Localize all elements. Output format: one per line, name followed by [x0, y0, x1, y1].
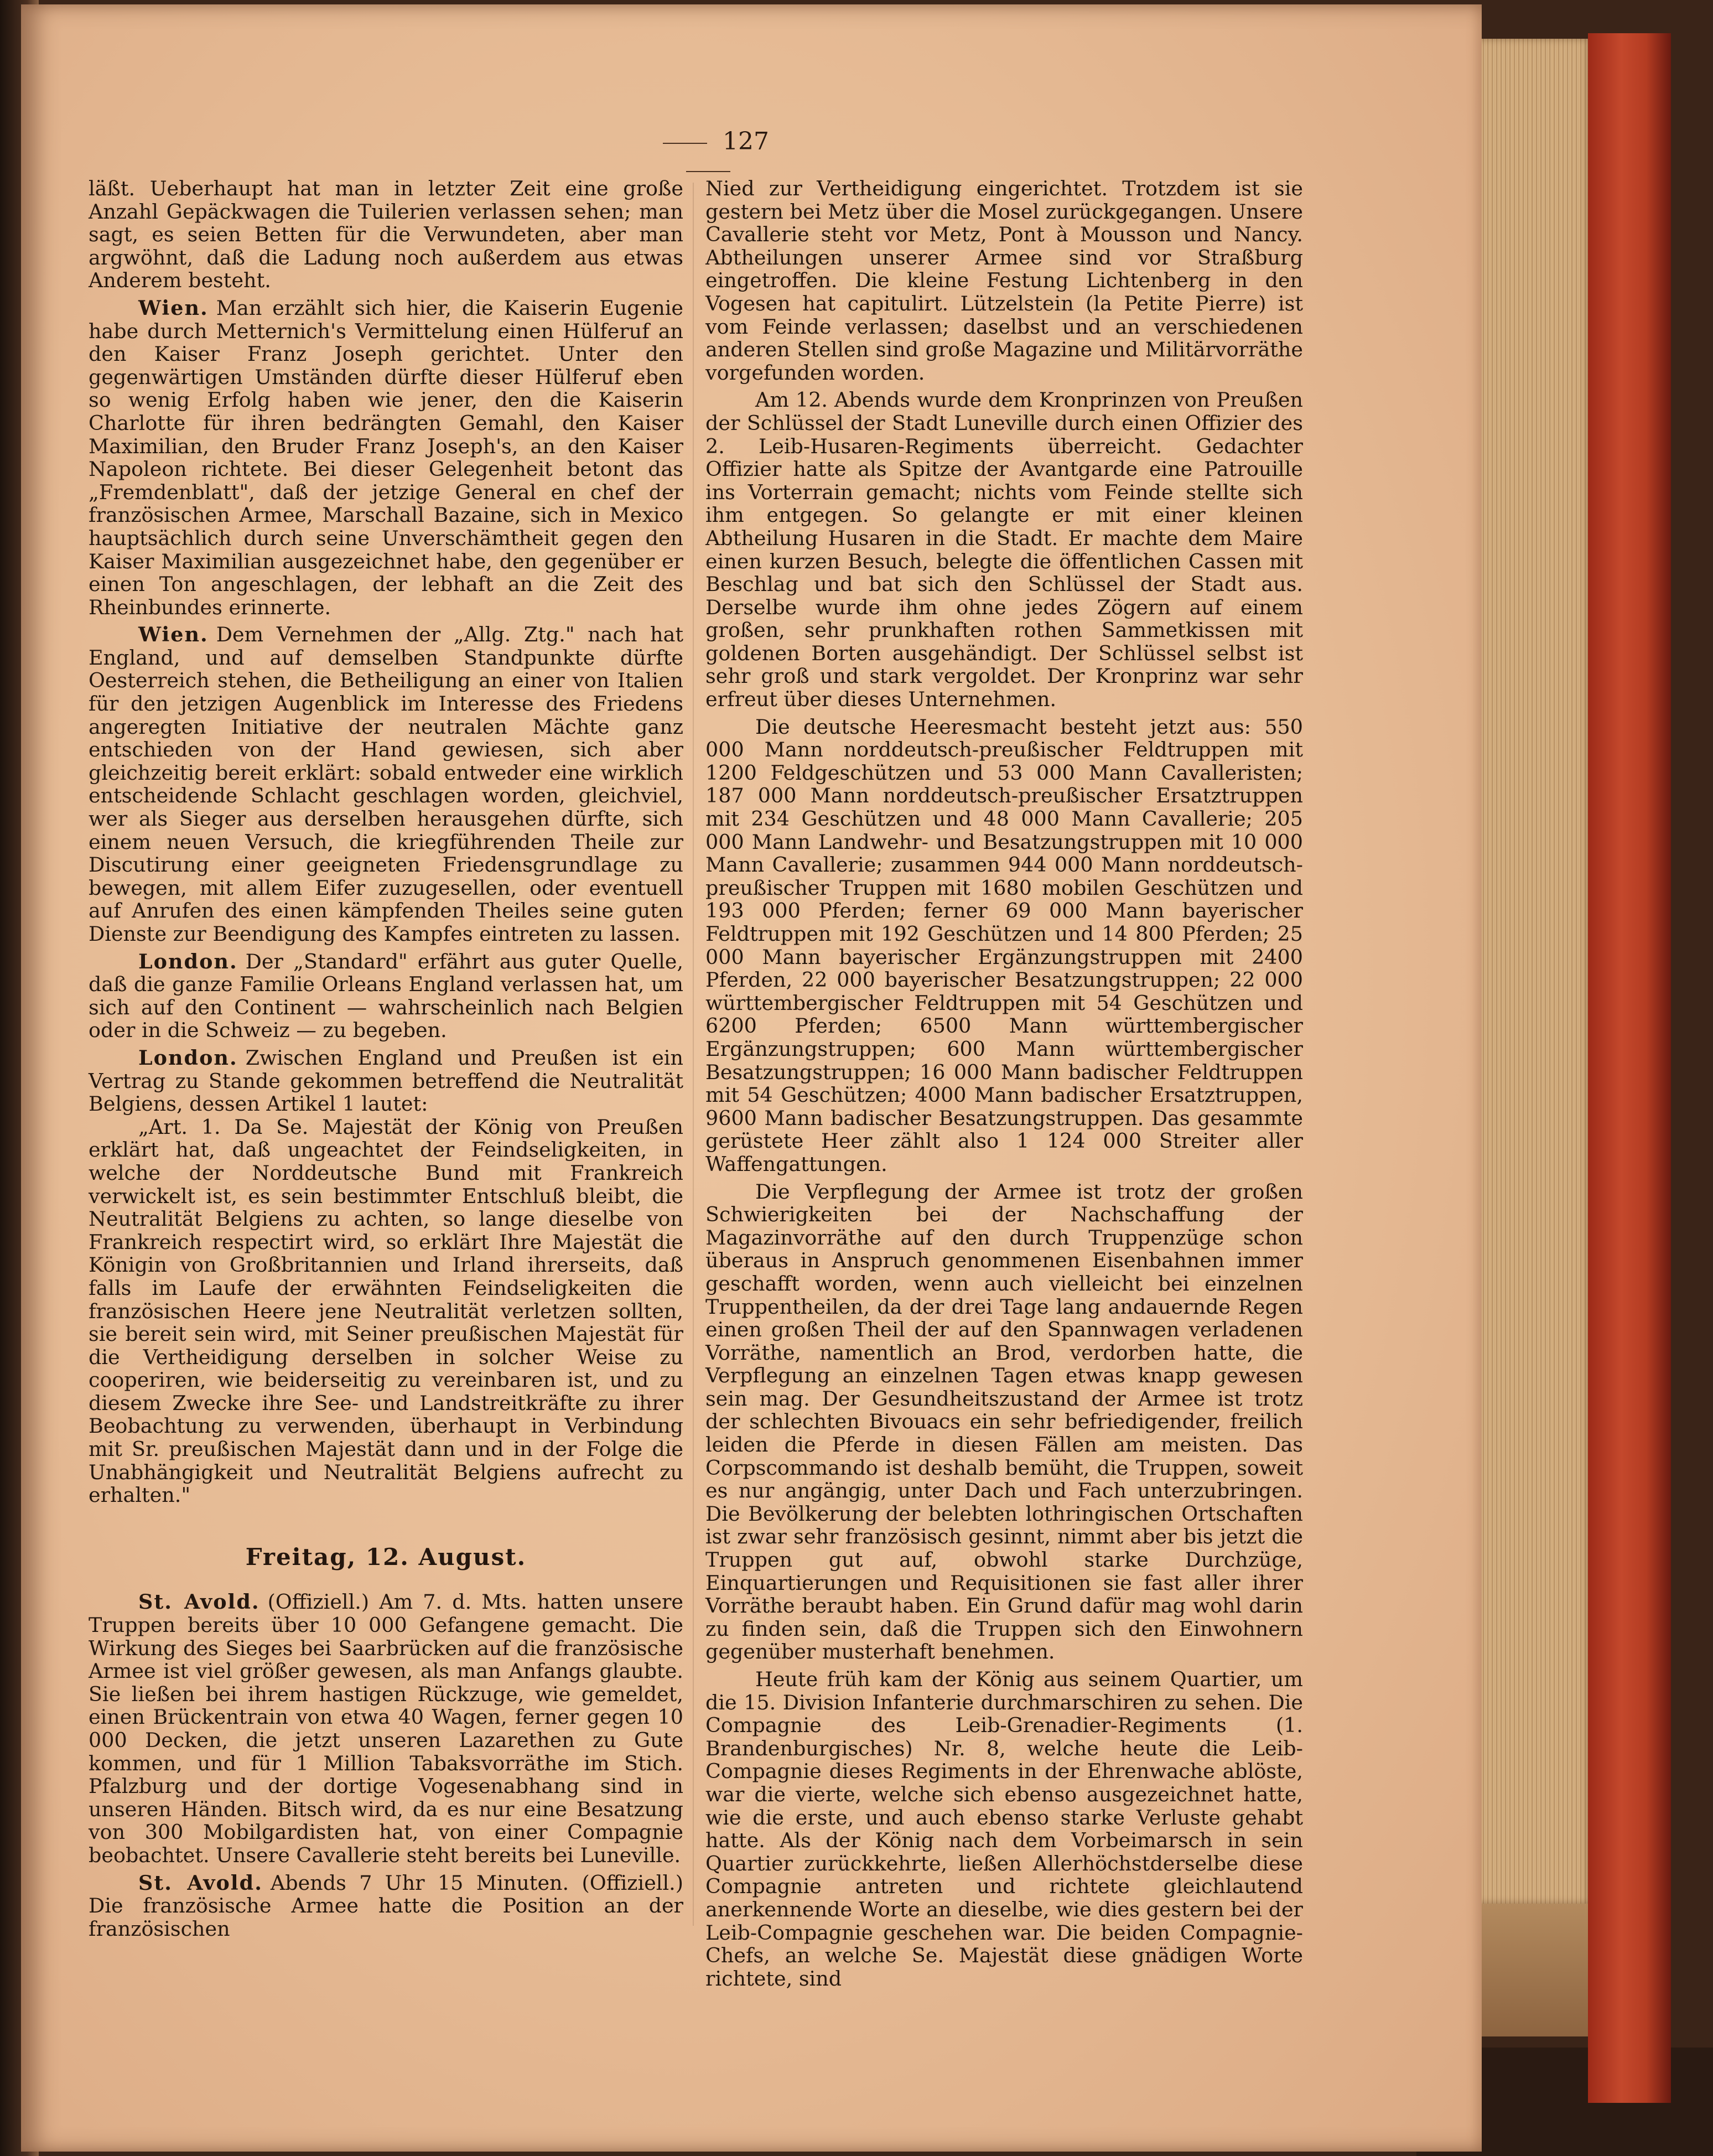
page-number-header	[625, 127, 791, 184]
page-block-edges	[1472, 39, 1588, 1904]
paragraph: Am 12. Abends wurde dem Kronprinzen von Preußen der Schlüssel der Stadt Luneville durch einen Offizier des 2. Leib-Husaren-Regiments überreicht. Gedachter Offizier hatte als Spitze der Avantgarde eine Patrouille ins Vorterrain gemacht; nichts vom Feinde stellte sich ihm entgegen. So gelangte er mit einer kleinen Abtheilung Husaren in die Stadt. Er machte dem Maire einen kurzen Besuch, belegte die öffentlichen Cassen mit Beschlag und bat sich den Schlüssel der Stadt aus. Derselbe wurde ihm ohne jedes Zögern auf einem großen, sehr prunkhaften rothen Sammetkissen mit goldenen Borten ausgehändigt. Der Schlüssel selbst ist sehr groß und stark vergoldet. Der Kronprinz war sehr erfreut über dieses Unternehmen.	[705, 388, 1303, 712]
column-divider	[693, 183, 694, 1926]
header-rule-right	[686, 171, 730, 172]
dateline-place: Wien.	[138, 296, 209, 320]
page-number: 127	[723, 127, 769, 156]
paragraph: Nied zur Vertheidigung eingerichtet. Trotzdem ist sie gestern bei Metz über die Mosel zurückgegangen. Unsere Cavallerie steht vor Metz, Pont à Mousson und Nancy. Abtheilungen unserer Armee sind vor Straßburg eingetroffen. Die kleine Festung Lichtenberg in den Vogesen hat capitulirt. Lützelstein (la Petite Pierre) ist vom Feinde verlassen; daselbst und an verschiedenen anderen Stellen sind große Magazine und Militärvorräthe vorgefunden worden.	[705, 177, 1303, 385]
paragraph: St. Avold. (Offiziell.) Am 7. d. Mts. hatten unsere Truppen bereits über 10 000 Gefangene gemacht. Die Wirkung des Sieges bei Saarbrücken auf die französische Armee ist viel größer gewesen, als man Anfangs glaubte. Sie ließen bei ihrem hastigen Rückzuge, wie gemeldet, einen Brückentrain von etwa 40 Wagen, ferner gegen 10 000 Decken, die jetzt unseren Lazarethen zu Gute kommen, und für 1 Million Tabaksvorräthe im Stich. Pfalzburg und der dortige Vogesenabhang sind in unseren Händen. Bitsch wird, da es nur eine Besatzung von 300 Mobilgardisten hat, von einer Compagnie beobachtet. Unsere Cavallerie steht bereits bei Luneville.	[89, 1590, 684, 1867]
book-cover-edge	[1588, 33, 1671, 2103]
paragraph: Wien. Man erzählt sich hier, die Kaiserin Eugenie habe durch Metternich's Vermittelung einen Hülferuf an den Kaiser Franz Joseph gerichtet. Unter den gegenwärtigen Umständen dürfte dieser Hülferuf eben so wenig Erfolg haben wie jener, den die Kaiserin Charlotte für ihren bedrängten Gemahl, den Kaiser Maximilian, den Bruder Franz Joseph's, an den Kaiser Napoleon richtete. Bei dieser Gelegenheit betont das „Fremdenblatt", daß der jetzige General en chef der französischen Armee, Marschall Bazaine, sich in Mexico hauptsächlich durch seine Unverschämtheit gegen den Kaiser Maximilian ausgezeichnet habe, den gegenüber er einen Ton angeschlagen, der lebhaft an die Zeit des Rheinbundes erinnerte.	[89, 296, 683, 619]
dateline-place: London.	[138, 1045, 238, 1070]
dateline-place: St. Avold.	[138, 1870, 263, 1895]
paragraph: Die Verpflegung der Armee ist trotz der großen Schwierigkeiten bei der Nachschaffung der Magazinvorräthe auf den durch Truppenzüge schon überaus in Anspruch genommenen Eisenbahnen immer geschafft worden, wenn auch vielleicht bei einzelnen Truppentheilen, da der drei Tage lang andauernde Regen einen großen Theil der auf den Spannwagen verladenen Vorräthe, namentlich an Brod, verdorben hatte, die Verpflegung an einzelnen Tagen etwas knapp gewesen sein mag. Der Gesundheitszustand der Armee ist trotz der schlechten Bivouacs ein sehr befriedigender, freilich leiden die Pferde in diesen Fällen am meisten. Das Corpscommando ist deshalb bemüht, die Truppen, soweit es nur angängig, unter Dach und Fach unterzubringen. Die Bevölkerung der belebten lothringischen Ortschaften ist zwar sehr französisch gesinnt, nimmt aber bis jetzt die Truppen gut auf, obwohl starke Durchzüge, Einquartierungen und Requisitionen sie fast aller ihrer Vorräthe beraubt haben. Ein Grund dafür mag wohl darin zu finden sein, daß die Truppen sich den Einwohnern gegenüber musterhaft benehmen.	[705, 1179, 1303, 1664]
date-heading: Freitag, 12. August.	[245, 1543, 527, 1571]
dateline-place: London.	[138, 949, 238, 973]
left-column	[89, 177, 683, 1940]
paragraph: St. Avold. Abends 7 Uhr 15 Minuten. (Offiziell.) Die französische Armee hatte die Position an der französischen	[89, 1870, 683, 1941]
header-rule-left	[663, 143, 707, 144]
paragraph: Wien. Dem Vernehmen der „Allg. Ztg." nach hat England, und auf demselben Standpunkte dürfte Oesterreich stehen, die Betheiligung an einer von Italien für den jetzigen Augenblick im Interesse des Friedens angeregten Initiative der neutralen Mächte ganz entschieden von der Hand gewiesen, sich aber gleichzeitig bereit erklärt: sobald entweder eine wirklich entscheidende Schlacht geschlagen worden, gleichviel, wer als Sieger aus derselben herausgehen dürfte, sich einem neuen Versuch, die kriegführenden Theile zur Discutirung einer geeigneten Friedensgrundlage zu bewegen, mit allem Eifer zuzugesellen, oder eventuell auf Anrufen des einen kämpfenden Theiles seine guten Dienste zur Beendigung des Kampfes eintreten zu lassen.	[89, 623, 683, 946]
paragraph: Heute früh kam der König aus seinem Quartier, um die 15. Division Infanterie durchmarschiren zu sehen. Die Compagnie des Leib-Grenadier-Regiments (1. Brandenburgisches) Nr. 8, welche heute die Leib-Compagnie dieses Regiments in der Ehrenwache ablöste, war die vierte, welche sich ebenso ausgezeichnet hatte, wie die erste, und auch ebenso starke Verluste gehabt hatte. Als der König nach dem Vorbeimarsch in sein Quartier zurückkehrte, ließen Allerhöchstderselbe diese Compagnie antreten und richtete gleichlautend anerkennende Worte an dieselbe, wie dies gestern bei der Leib-Compagnie geschehen war. Die beiden Compagnie-Chefs, an welche Se. Majestät diese gnädigen Worte richtete, sind	[705, 1667, 1303, 1991]
paragraph: läßt. Ueberhaupt hat man in letzter Zeit eine große Anzahl Gepäckwagen die Tuilerien verlassen sehen; man sagt, es seien Betten für die Verwundeten, aber man argwöhnt, daß die Ladung noch außerdem aus etwas Anderem besteht.	[89, 177, 683, 293]
dateline-place: Wien.	[138, 623, 209, 647]
paragraph: London. Zwischen England und Preußen ist ein Vertrag zu Stande gekommen betreffend die Neutralität Belgiens, dessen Artikel 1 lautet:	[89, 1045, 683, 1116]
right-column	[705, 177, 1303, 1990]
paragraph-quoted-treaty: „Art. 1. Da Se. Majestät der König von Preußen erklärt hat, daß ungeachtet der Feindseligkeiten, in welche der Norddeutsche Bund mit Frankreich verwickelt ist, es sein bestimmter Entschluß bleibt, die Neutralität Belgiens zu achten, so lange dieselbe von Frankreich respectirt wird, so erklärt Ihre Majestät die Königin von Großbritannien und Irland ihrerseits, daß falls im Laufe der erwähnten Feindseligkeiten die französischen Heere jene Neutralität verletzen sollten, sie bereit sein wird, mit Seiner preußischen Majestät für die Vertheidigung derselben in solcher Weise zu cooperiren, wie beiderseitig zu vereinbaren ist, und zu diesem Zwecke ihre See- und Landstreitkräfte zu ihrer Beobachtung zu verwenden, überhaupt in Verbindung mit Sr. preußischen Majestät dann und in der Folge die Unabhängigkeit und Neutralität Belgiens aufrecht zu erhalten."	[89, 1115, 683, 1507]
dateline-place: St. Avold.	[138, 1590, 260, 1614]
paragraph: London. Der „Standard" erfährt aus guter Quelle, daß die ganze Familie Orleans England verlassen hat, um sich auf den Continent — wahrscheinlich nach Belgien oder in die Schweiz — zu begeben.	[89, 949, 683, 1043]
page-block-edges-bottom	[1472, 1904, 1588, 2036]
paragraph: Die deutsche Heeresmacht besteht jetzt aus: 550 000 Mann norddeutsch-preußischer Feldtruppen mit 1200 Feldgeschützen und 53 000 Mann Cavalleristen; 187 000 Mann norddeutsch-preußischer Ersatztruppen mit 234 Geschützen und 48 000 Mann Cavallerie; 205 000 Mann Landwehr- und Besatzungstruppen mit 10 000 Mann Cavallerie; zusammen 944 000 Mann norddeutsch-preußischer Truppen mit 1680 mobilen Geschützen und 193 000 Pferden; ferner 69 000 Mann bayerischer Feldtruppen mit 192 Geschützen und 14 800 Pferden; 25 000 Mann bayerischer Ergänzungstruppen mit 2400 Pferden, 22 000 bayerischer Besatzungstruppen; 22 000 württembergischer Feldtruppen mit 54 Geschützen und 6200 Pferden; 6500 Mann württembergischer Ergänzungstruppen; 600 Mann württembergischer Besatzungstruppen; 16 000 Mann badischer Feldtruppen mit 54 Geschützen; 4000 Mann badischer Ersatztruppen, 9600 Mann badischer Besatzungstruppen. Das gesammte gerüstete Heer zählt also 1 124 000 Streiter aller Waffengattungen.	[705, 714, 1303, 1176]
